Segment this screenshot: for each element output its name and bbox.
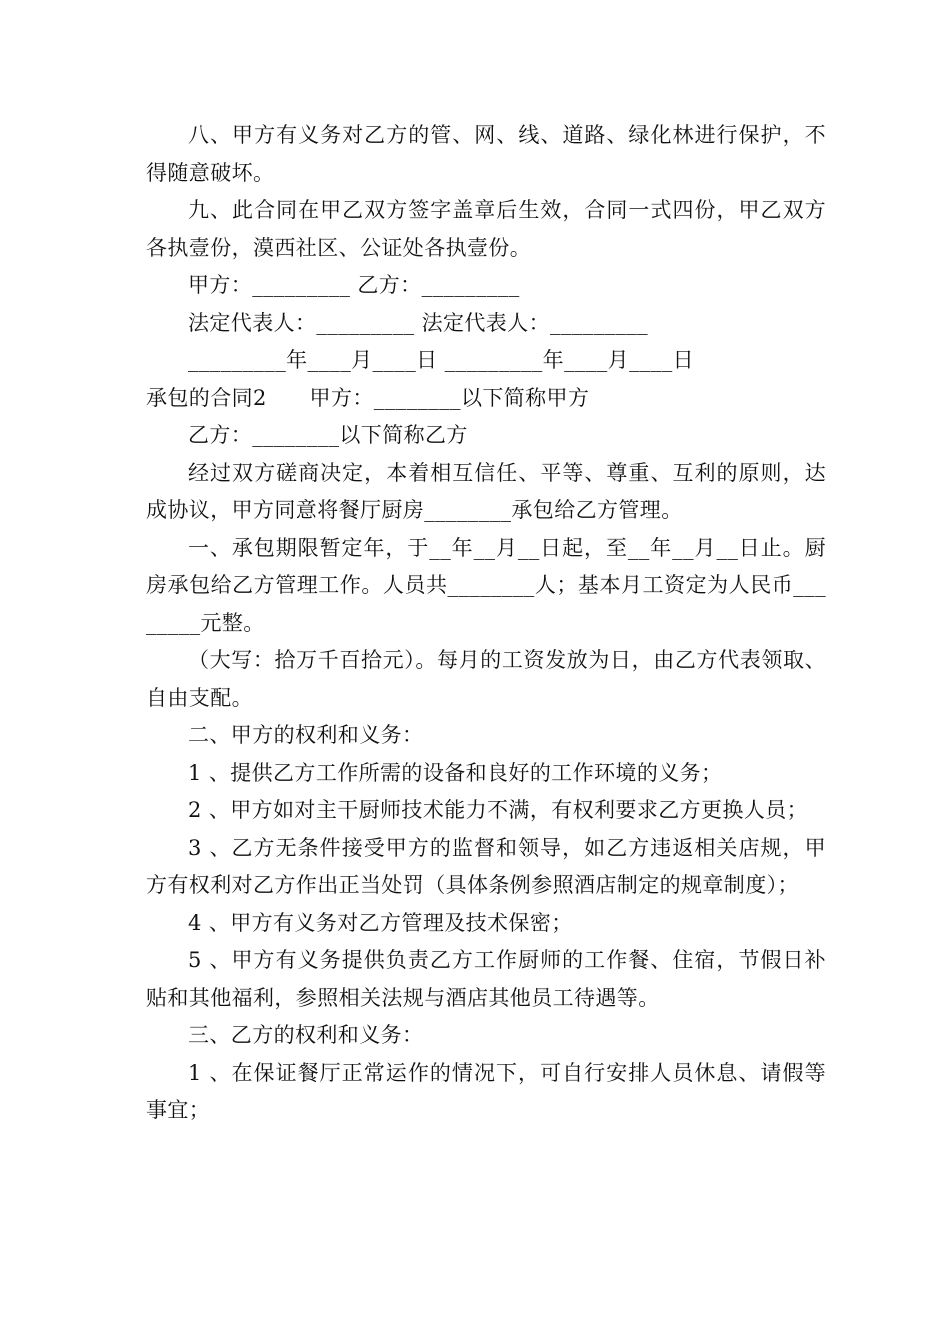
section-3-heading: 三、乙方的权利和义务：: [188, 1023, 424, 1047]
agreement-intro: 经过双方磋商决定，本着相互信任、平等、尊重、互利的原则，达成协议，甲方同意将餐厅厨房________承包给乙方管理。: [146, 460, 826, 522]
signature-representatives: 法定代表人：_________ 法定代表人：_________: [188, 310, 649, 335]
contract-2-heading: 承包的合同2 甲方：________以下简称甲方: [146, 385, 590, 410]
clause-9: 九、此合同在甲乙双方签字盖章后生效，合同一式四份，甲乙双方各执壹份，漠西社区、公证处各执壹份。: [146, 198, 826, 260]
document-body: [146, 117, 826, 1130]
clause-1-term: 一、承包期限暂定年，于__年__月__日起，至__年__月__日止。厨房承包给乙方管理工作。人员共________人；基本月工资定为人民币________元整。: [146, 535, 826, 635]
section-2-item-3: 3 、乙方无条件接受甲方的监督和领导，如乙方违返相关店规，甲方有权利对乙方作出正当处罚（具体条例参照酒店制定的规章制度）；: [146, 835, 826, 897]
party-b-line: 乙方：________以下简称乙方: [188, 423, 468, 447]
section-2-item-4: 4 、甲方有义务对乙方管理及技术保密；: [188, 910, 573, 935]
section-2-item-5: 5 、甲方有义务提供负责乙方工作厨师的工作餐、住宿，节假日补贴和其他福利，参照相关法规与酒店其他员工待遇等。: [146, 948, 826, 1010]
signature-parties: 甲方：_________ 乙方：_________: [188, 273, 520, 297]
clause-1-amount: （大写：拾万千百拾元）。每月的工资发放为日，由乙方代表领取、自由支配。: [146, 648, 826, 710]
section-3-item-1: 1 、在保证餐厅正常运作的情况下，可自行安排人员休息、请假等事宜；: [146, 1060, 826, 1122]
section-2-item-1: 1 、提供乙方工作所需的设备和良好的工作环境的义务；: [188, 760, 723, 785]
section-2-heading: 二、甲方的权利和义务：: [188, 723, 424, 747]
clause-8: 八、甲方有义务对乙方的管、网、线、道路、绿化林进行保护，不得随意破坏。: [146, 123, 826, 185]
section-2-item-2: 2 、甲方如对主干厨师技术能力不满，有权利要求乙方更换人员；: [188, 798, 809, 822]
signature-dates: _________年____月____日 _________年____月____日: [188, 348, 695, 372]
